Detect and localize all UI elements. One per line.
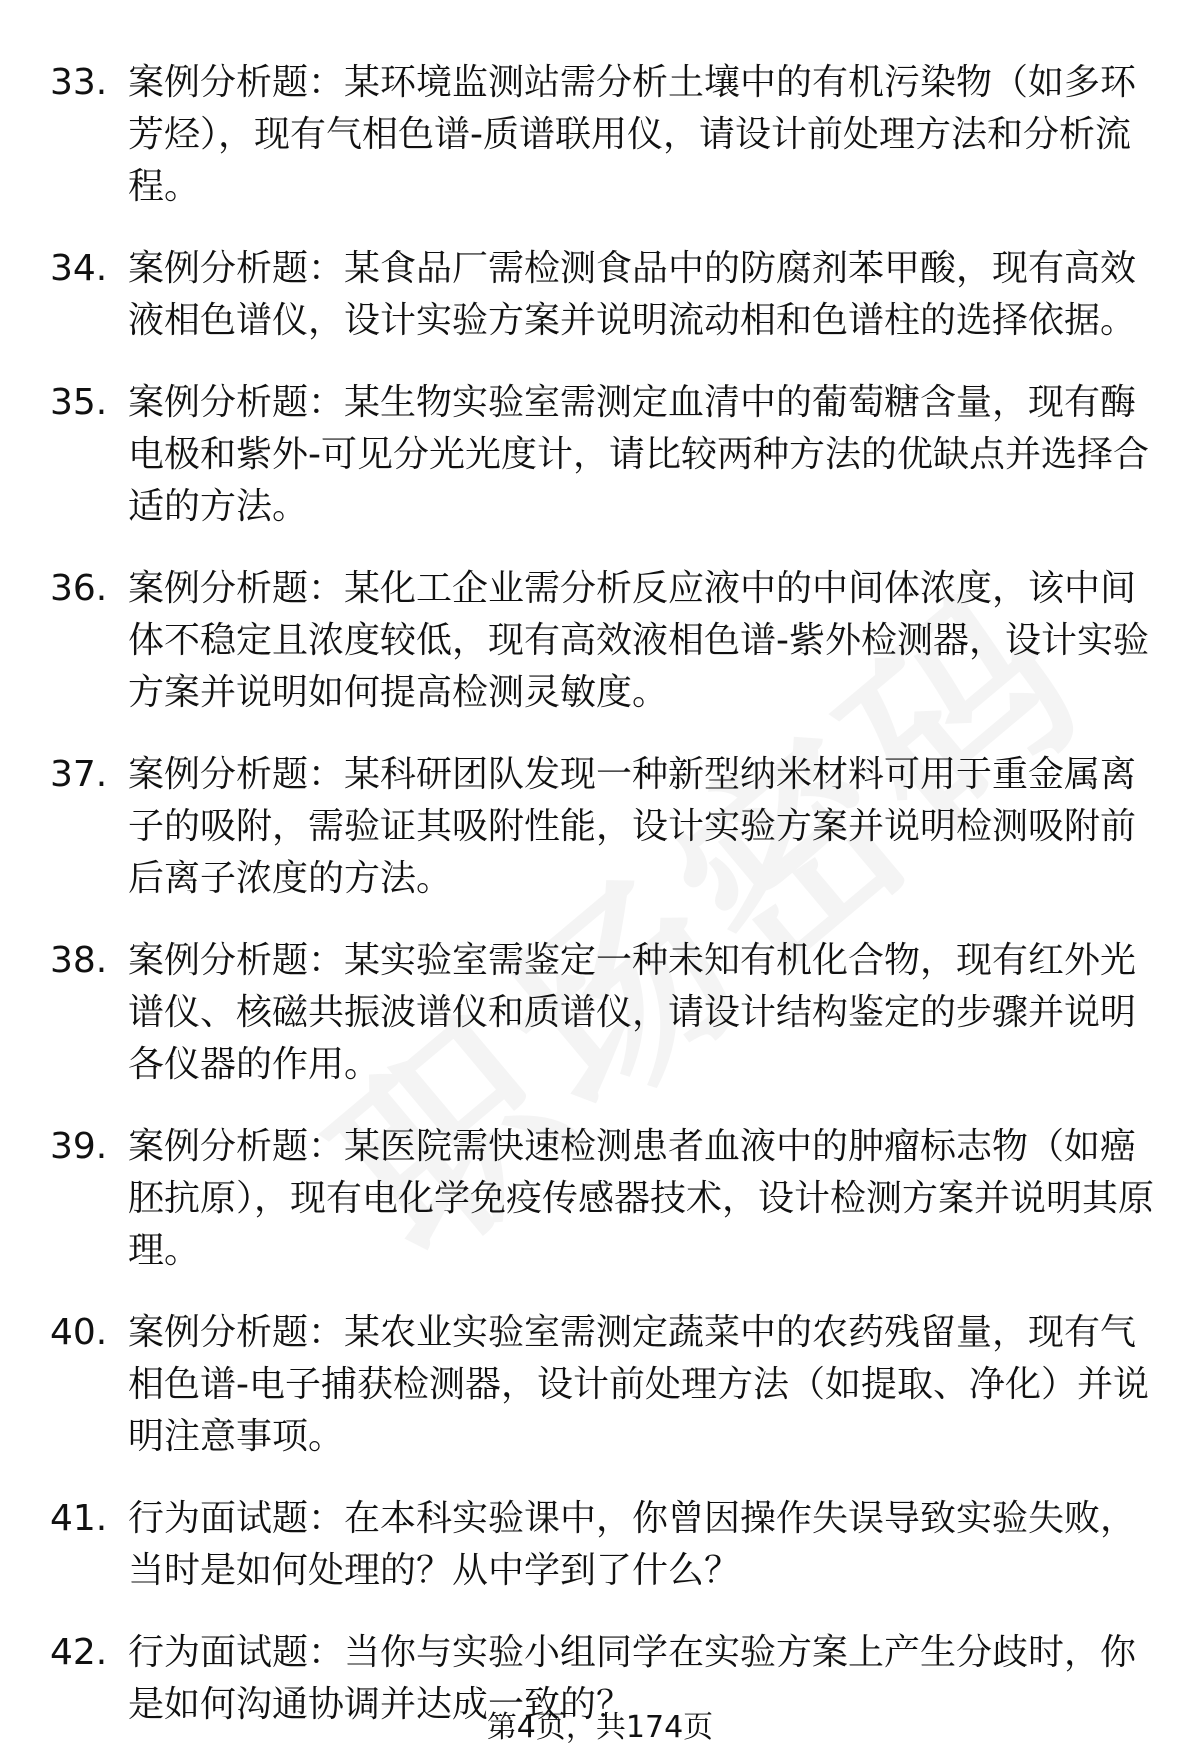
question-text: 案例分析题：某食品厂需检测食品中的防腐剂苯甲酸，现有高效液相色谱仪，设计实验方案并说明流动相和色谱柱的选择依据。: [128, 248, 1137, 341]
question-text: 案例分析题：某医院需快速检测患者血液中的肿瘤标志物（如癌胚抗原），现有电化学免疫传感器技术，设计检测方案并说明其原理。: [128, 1126, 1155, 1271]
question-number: 36.: [50, 568, 108, 609]
question-list: [50, 57, 1170, 1761]
question-number: 33.: [50, 62, 108, 103]
question-number: 40.: [50, 1312, 108, 1353]
question-number: 37.: [50, 754, 108, 795]
question-item: [50, 377, 1170, 533]
question-number: 34.: [50, 248, 108, 289]
question-number: 35.: [50, 382, 108, 423]
question-item: [50, 1493, 1170, 1597]
page-number-footer: 第4页，共174页: [486, 1710, 714, 1745]
question-text: 案例分析题：某科研团队发现一种新型纳米材料可用于重金属离子的吸附，需验证其吸附性能，设计实验方案并说明检测吸附前后离子浓度的方法。: [128, 754, 1137, 899]
question-text: 案例分析题：某生物实验室需测定血清中的葡萄糖含量，现有酶电极和紫外-可见分光光度计，请比较两种方法的优缺点并选择合适的方法。: [128, 382, 1149, 527]
question-text: 行为面试题：当你与实验小组同学在实验方案上产生分歧时，你是如何沟通协调并达成一致的？: [128, 1632, 1137, 1725]
question-number: 42.: [50, 1632, 108, 1673]
question-item: [50, 1121, 1170, 1277]
question-text: 案例分析题：某实验室需鉴定一种未知有机化合物，现有红外光谱仪、核磁共振波谱仪和质谱仪，请设计结构鉴定的步骤并说明各仪器的作用。: [128, 940, 1137, 1085]
question-item: [50, 243, 1170, 347]
question-item: [50, 935, 1170, 1091]
question-text: 案例分析题：某环境监测站需分析土壤中的有机污染物（如多环芳烃），现有气相色谱-质谱联用仪，请设计前处理方法和分析流程。: [128, 62, 1137, 207]
question-number: 38.: [50, 940, 108, 981]
question-text: 行为面试题：在本科实验课中，你曾因操作失误导致实验失败，当时是如何处理的？从中学到了什么？: [128, 1498, 1137, 1591]
question-item: [50, 1307, 1170, 1463]
question-number: 41.: [50, 1498, 108, 1539]
question-text: 案例分析题：某化工企业需分析反应液中的中间体浓度，该中间体不稳定且浓度较低，现有高效液相色谱-紫外检测器，设计实验方案并说明如何提高检测灵敏度。: [128, 568, 1149, 713]
question-item: [50, 563, 1170, 719]
question-number: 39.: [50, 1126, 108, 1167]
question-item: [50, 749, 1170, 905]
question-text: 案例分析题：某农业实验室需测定蔬菜中的农药残留量，现有气相色谱-电子捕获检测器，设计前处理方法（如提取、净化）并说明注意事项。: [128, 1312, 1149, 1457]
question-item: [50, 57, 1170, 213]
